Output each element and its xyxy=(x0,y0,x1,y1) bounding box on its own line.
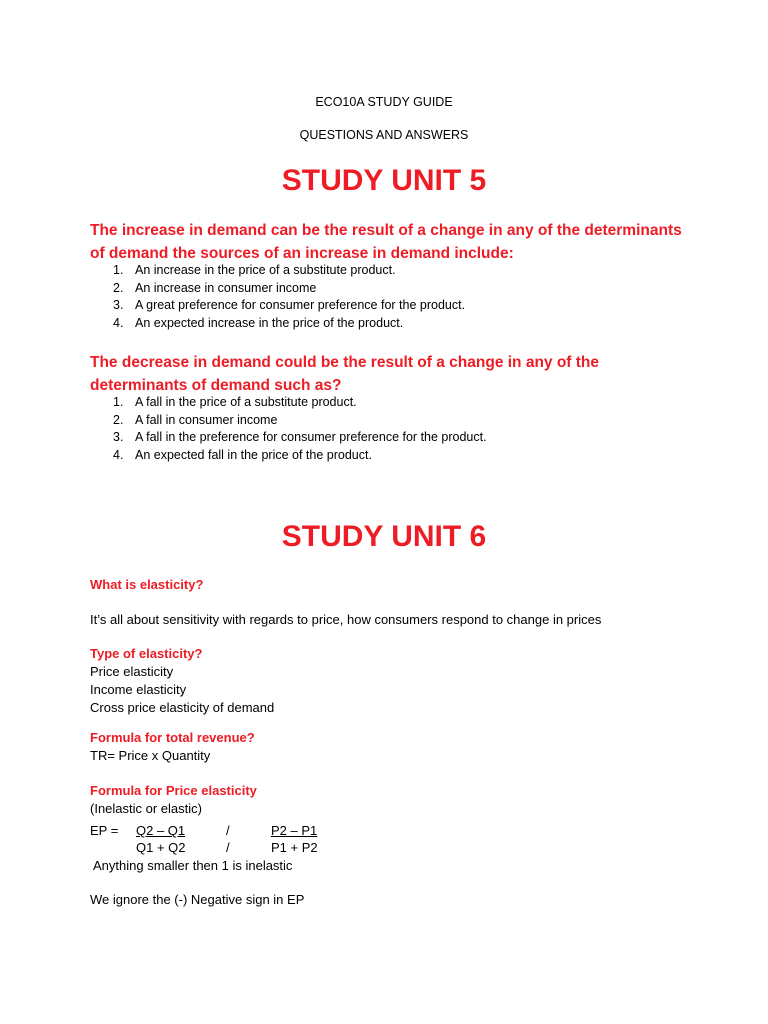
type-income: Income elasticity xyxy=(90,682,187,697)
list-item: 3. A great preference for consumer preference for the product. xyxy=(113,298,466,313)
type-price: Price elasticity xyxy=(90,664,174,679)
question-total-revenue: Formula for total revenue? xyxy=(90,730,255,745)
decrease-heading-line1: The decrease in demand could be the result of a change in any of the xyxy=(90,354,600,371)
list-item: 3. A fall in the preference for consumer preference for the product. xyxy=(113,430,487,445)
list-item: 1. An increase in the price of a substitute product. xyxy=(113,263,396,277)
list-item: 1. A fall in the price of a substitute product. xyxy=(113,395,357,409)
decrease-list xyxy=(113,394,487,464)
formula-numerator-q: Q2 – Q1 xyxy=(136,823,186,838)
list-item: 2. A fall in consumer income xyxy=(113,412,278,427)
list-item: 4. An expected increase in the price of the product. xyxy=(113,315,404,330)
formula-divider-top: / xyxy=(226,823,230,838)
negative-sign-note: We ignore the (-) Negative sign in EP xyxy=(90,892,305,907)
question-elasticity: What is elasticity? xyxy=(90,577,204,592)
formula-divider-bottom: / xyxy=(226,840,230,855)
guide-title: ECO10A STUDY GUIDE xyxy=(315,95,453,109)
increase-list xyxy=(113,262,465,332)
formula-denominator-p: P1 + P2 xyxy=(271,840,318,855)
inelastic-note: Anything smaller then 1 is inelastic xyxy=(93,858,293,873)
decrease-heading-line2: determinants of demand such as? xyxy=(90,377,342,394)
answer-total-revenue: TR= Price x Quantity xyxy=(90,748,211,763)
list-item: 4. An expected fall in the price of the product. xyxy=(113,447,372,462)
formula-denominator-q: Q1 + Q2 xyxy=(136,840,186,855)
question-price-elasticity: Formula for Price elasticity xyxy=(90,783,257,798)
answer-elasticity: It’s all about sensitivity with regards to price, how consumers respond to change in prices xyxy=(90,612,602,627)
formula-numerator-p: P2 – P1 xyxy=(271,823,318,838)
unit6-title: STUDY UNIT 6 xyxy=(281,520,487,553)
unit5-title: STUDY UNIT 5 xyxy=(281,164,487,197)
increase-heading xyxy=(90,219,690,265)
list-item: 2. An increase in consumer income xyxy=(113,280,317,295)
guide-subtitle: QUESTIONS AND ANSWERS xyxy=(299,128,469,142)
price-elasticity-note: (Inelastic or elastic) xyxy=(90,801,202,816)
type-cross-price: Cross price elasticity of demand xyxy=(90,700,275,715)
increase-heading-line2: of demand the sources of an increase in demand include: xyxy=(90,245,514,262)
question-type: Type of elasticity? xyxy=(90,646,203,661)
increase-heading-line1: The increase in demand can be the result of a change in any of the determinants xyxy=(90,222,682,239)
decrease-heading xyxy=(90,351,690,397)
formula-label: EP = xyxy=(90,823,119,838)
